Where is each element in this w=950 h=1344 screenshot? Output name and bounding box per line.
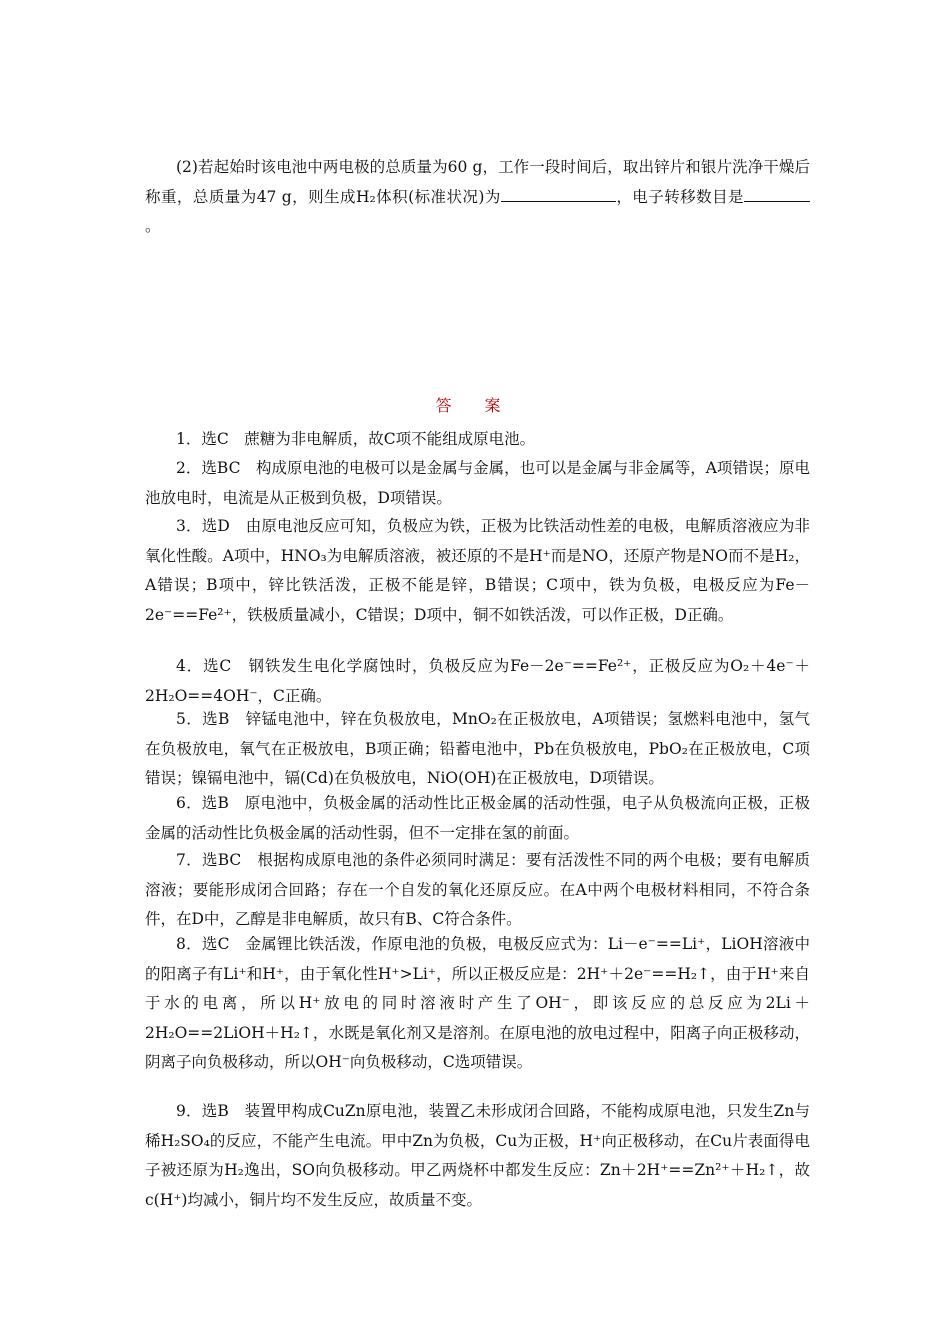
- answer-blank-volume[interactable]: [501, 185, 616, 202]
- answer-item-8: 8．选C 金属锂比铁活泼，作原电池的负极，电极反应式为：Li－e⁻==Li⁺，LiOH溶液中的阳离子有Li⁺和H⁺，由于氧化性H⁺>Li⁺，所以正极反应是：2H⁺＋2e⁻==H₂↑，由于H⁺来自于水的电离，所以H⁺放电的同时溶液时产生了OH⁻，即该反应的总反应为2Li＋2H₂O==2LiOH＋H₂↑，水既是氧化剂又是溶剂。在原电池的放电过程中，阳离子向正极移动，阴离子向负极移动，所以OH⁻向负极移动，C选项错误。: [145, 935, 810, 1071]
- question-text-c: 。: [145, 217, 161, 235]
- answer-item-9: 9．选B 装置甲构成CuZn原电池，装置乙未形成闭合回路，不能构成原电池，只发生Zn与稀H₂SO₄的反应，不能产生电流。甲中Zn为负极，Cu为正极，H⁺向正极移动，在Cu片表面得电子被还原为H₂逸出，SO向负极移动。甲乙两烧杯中都发生反应：Zn＋2H⁺==Zn²⁺＋H₂↑，故c(H⁺)均减小，铜片均不发生反应，故质量不变。: [145, 1102, 810, 1209]
- answer-item-1: 1．选C 蔗糖为非电解质，故C项不能组成原电池。: [176, 430, 536, 448]
- answer-title: 答 案: [435, 396, 515, 415]
- question-text-a: (2)若起始时该电池中两电极的总质量为60 g，工作一段时间后，取出锌片和银片洗净干燥后称重，总质量为47 g，则生成H₂体积(标准状况)为: [145, 158, 810, 206]
- answer-item-2: 2．选BC 构成原电池的电极可以是金属与金属，也可以是金属与非金属等，A项错误；原电池放电时，电流是从正极到负极，D项错误。: [145, 459, 810, 507]
- answer-item-6: 6．选B 原电池中，负极金属的活动性比正极金属的活动性强，电子从负极流向正极，正极金属的活动性比负极金属的活动性弱，但不一定排在氢的前面。: [145, 794, 810, 842]
- answer-item-5: 5．选B 锌锰电池中，锌在负极放电，MnO₂在正极放电，A项错误；氢燃料电池中，氢气在负极放电，氧气在正极放电，B项正确；铅蓄电池中，Pb在负极放电，PbO₂在正极放电，C项错误；镍镉电池中，镉(Cd)在负极放电，NiO(OH)在正极放电，D项错误。: [145, 710, 810, 787]
- question-part-2: [145, 153, 810, 242]
- answer-item-4: 4．选C 钢铁发生电化学腐蚀时，负极反应为Fe－2e⁻==Fe²⁺，正极反应为O₂＋4e⁻＋2H₂O==4OH⁻，C正确。: [145, 657, 810, 705]
- answer-item-3: 3．选D 由原电池反应可知，负极应为铁，正极为比铁活动性差的电极，电解质溶液应为非氧化性酸。A项中，HNO₃为电解质溶液，被还原的不是H⁺而是NO，还原产物是NO而不是H₂，A错误；B项中，锌比铁活泼，正极不能是锌，B错误；C项中，铁为负极，电极反应为Fe－2e⁻==Fe²⁺，铁极质量减小，C错误；D项中，铜不如铁活泼，可以作正极，D正确。: [145, 517, 810, 624]
- answer-item-7: 7．选BC 根据构成原电池的条件必须同时满足：要有活泼性不同的两个电极；要有电解质溶液；要能形成闭合回路；存在一个自发的氧化还原反应。在A中两个电极材料相同，不符合条件，在D中，乙醇是非电解质，故只有B、C符合条件。: [145, 851, 810, 928]
- question-text-b: ，电子转移数目是: [615, 187, 744, 206]
- answer-blank-electrons[interactable]: [744, 185, 810, 202]
